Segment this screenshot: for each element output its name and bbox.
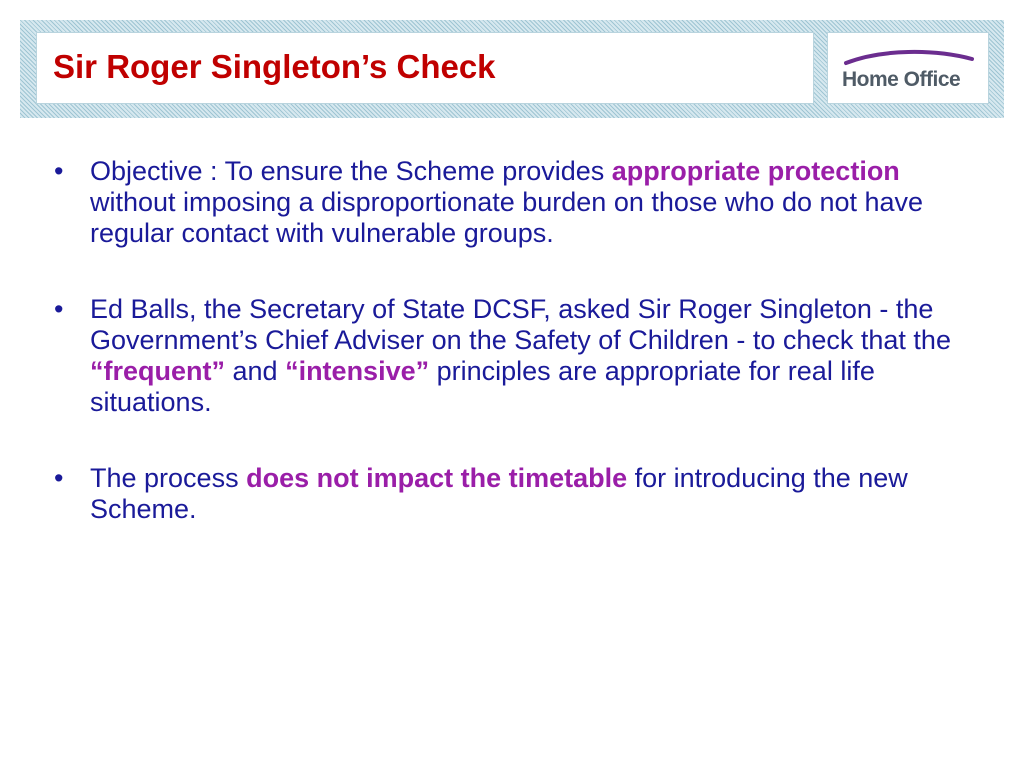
- bullet-text: [90, 156, 923, 248]
- logo-text: Home Office: [842, 68, 961, 91]
- highlight-phrase: “frequent”: [90, 356, 225, 386]
- highlight-phrase: does not impact the timetable: [246, 463, 628, 493]
- bullet-segment: without imposing a disproportionate burden on those who do not have regular contact with vulnerable groups.: [90, 187, 924, 248]
- bullet-list: [52, 156, 972, 525]
- bullet-text: [90, 463, 908, 524]
- bullet-segment: and: [225, 356, 286, 386]
- highlight-phrase: “intensive”: [285, 356, 430, 386]
- bullet-segment: Ed Balls, the Secretary of State DCSF, asked Sir Roger Singleton - the Government’s Chief Adviser on the Safety of Children - to check that the: [90, 294, 951, 355]
- logo-swoosh-icon: [838, 47, 978, 67]
- bullet-marker: •: [54, 463, 64, 493]
- slide-title: Sir Roger Singleton’s Check: [53, 48, 496, 85]
- bullet-item: [52, 463, 972, 525]
- bullet-item: [52, 156, 972, 249]
- bullet-text: [90, 294, 951, 417]
- title-box: [36, 32, 814, 104]
- home-office-logo: [827, 32, 989, 104]
- bullet-segment: Objective : To ensure the Scheme provides: [90, 156, 612, 186]
- highlight-phrase: appropriate protection: [611, 156, 900, 186]
- bullet-item: [52, 294, 972, 418]
- bullet-segment: for introducing the new Scheme.: [90, 463, 908, 524]
- bullet-segment: principles are appropriate for real life situations.: [90, 356, 875, 417]
- bullet-segment: The process: [90, 463, 247, 493]
- bullet-marker: •: [54, 156, 64, 186]
- bullet-marker: •: [54, 294, 64, 324]
